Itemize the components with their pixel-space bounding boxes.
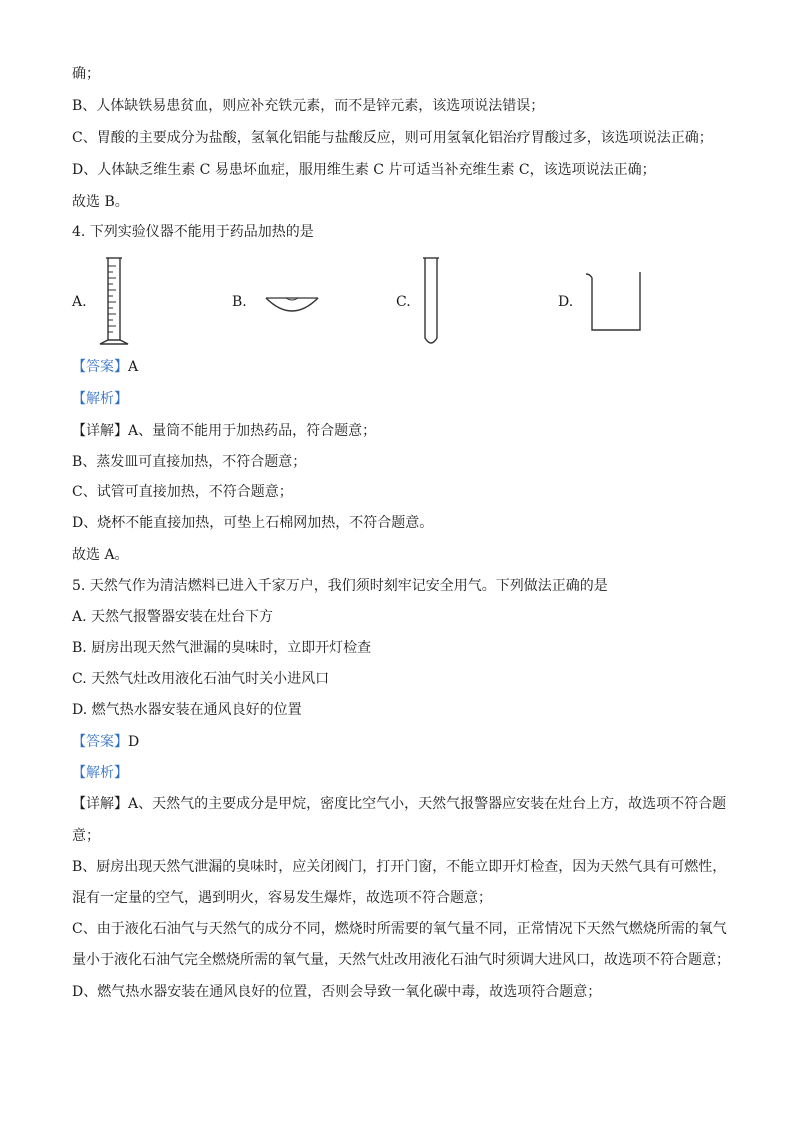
answer-tag: 【答案】 [72,359,128,375]
detail-text: A、量筒不能用于加热药品，符合题意； [128,423,377,439]
text-line: 量小于液化石油气完全燃烧所需的氧气量，天然气灶改用液化石油气时须调大进风口，故选项不符合题意； [72,952,730,968]
question-4-answer [72,357,138,377]
detail-tag: 【详解】 [72,423,128,439]
text-line: C、胃酸的主要成分为盐酸，氢氧化铝能与盐酸反应，则可用氢氧化铝治疗胃酸过多，该选项说法正确； [72,130,713,146]
text-line: 故选 A。 [72,547,129,563]
text-line: D、人体缺乏维生素 C 易患坏血症，服用维生素 C 片可适当补充维生素 C，该选项说法正确； [72,162,656,178]
beaker-icon [584,270,644,334]
question-4-analysis-tag: 【解析】 [72,391,128,407]
detail-text: A、天然气的主要成分是甲烷，密度比空气小，天然气报警器应安装在灶台上方，故选项不符合题 [128,796,727,812]
text-line: C、试管可直接加热，不符合题意； [72,484,293,500]
text-line: B、人体缺铁易患贫血，则应补充铁元素，而不是锌元素，该选项说法错误； [72,98,545,114]
answer-value: A [128,359,139,375]
test-tube-icon [420,256,442,348]
option-d-text: D. 燃气热水器安装在通风良好的位置 [72,702,302,718]
option-d-label: D. [558,294,574,310]
answer-value: D [128,734,140,750]
text-line: C、由于液化石油气与天然气的成分不同，燃烧时所需要的氧气量不同，正常情况下天然气燃烧所需的氧气 [72,921,727,937]
option-a-text: A. 天然气报警器安装在灶台下方 [72,609,274,625]
question-4-stem: 4. 下列实验仪器不能用于药品加热的是 [72,224,314,240]
text-line: B、厨房出现天然气泄漏的臭味时，应关闭阀门，打开门窗，不能立即开灯检查，因为天然气具有可燃性， [72,859,727,875]
question-5-stem: 5. 天然气作为清洁燃料已进入千家万户，我们须时刻牢记安全用气。下列做法正确的是 [72,578,608,594]
question-5-answer [72,732,139,752]
text-line: D、烧杯不能直接加热，可垫上石棉网加热，不符合题意。 [72,515,434,531]
text-line: 故选 B。 [72,194,129,210]
option-a-label: A. [72,294,87,310]
answer-tag: 【答案】 [72,734,128,750]
question-5-detail [72,794,726,814]
question-4-detail [72,421,376,441]
text-line: 意； [72,828,100,844]
graduated-cylinder-icon [98,256,130,348]
option-b-label: B. [232,294,247,310]
option-b-text: B. 厨房出现天然气泄漏的臭味时，立即开灯检查 [72,640,372,656]
question-4-options [72,254,732,349]
text-line: D、燃气热水器安装在通风良好的位置，否则会导致一氧化碳中毒，故选项符合题意； [72,984,602,1000]
option-c-text: C. 天然气灶改用液化石油气时关小进风口 [72,671,330,687]
evaporating-dish-icon [262,292,322,320]
option-c-label: C. [396,294,411,310]
question-5-analysis-tag: 【解析】 [72,765,128,781]
text-line: B、蒸发皿可直接加热，不符合题意； [72,454,307,470]
text-line: 确； [72,66,100,82]
detail-tag: 【详解】 [72,796,128,812]
text-line: 混有一定量的空气，遇到明火，容易发生爆炸，故选项不符合题意； [72,890,492,906]
